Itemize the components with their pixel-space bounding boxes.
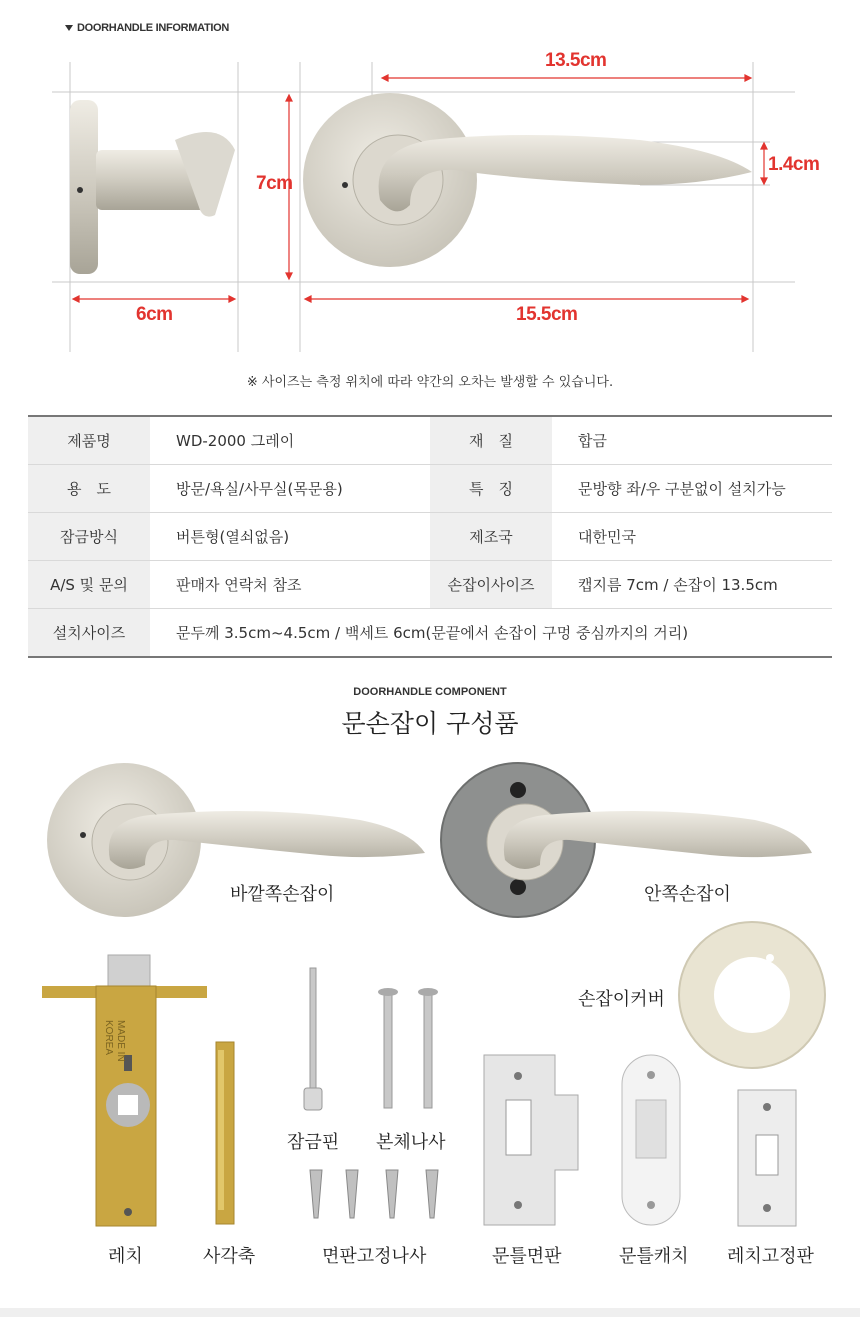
latch-stamp: MADE IN xyxy=(115,1020,126,1062)
spec-value: WD-2000 그레이 xyxy=(150,416,430,465)
spec-key: A/S 및 문의 xyxy=(28,561,150,609)
side-view-handle xyxy=(70,100,235,274)
spec-value: 문방향 좌/우 구분없이 설치가능 xyxy=(552,465,832,513)
label-inner-handle: 안쪽손잡이 xyxy=(644,884,731,905)
label-latch-plate: 레치고정판 xyxy=(727,1246,814,1267)
table-row xyxy=(28,416,832,465)
label-latch: 레치 xyxy=(108,1246,143,1267)
spec-value: 캡지름 7cm / 손잡이 13.5cm xyxy=(552,561,832,609)
lockpin-image xyxy=(304,968,322,1110)
handle-cover-image xyxy=(679,922,825,1068)
component-illustrations xyxy=(0,750,860,1250)
spindle-image xyxy=(216,1042,234,1224)
spec-value: 대한민국 xyxy=(552,513,832,561)
label-outer-handle: 바깥쪽손잡이 xyxy=(230,884,335,905)
label-handle-cover: 손잡이커버 xyxy=(578,989,665,1010)
label-door-catch: 문틀캐치 xyxy=(619,1246,689,1267)
dim-rose-height: 7cm xyxy=(256,173,293,194)
label-face-screw: 면판고정나사 xyxy=(322,1246,427,1267)
inner-handle-image xyxy=(441,763,812,917)
table-row xyxy=(28,609,832,658)
spec-value: 판매자 연락처 참조 xyxy=(150,561,430,609)
spec-value: 합금 xyxy=(552,416,832,465)
spec-key: 설치사이즈 xyxy=(28,609,150,658)
spec-key: 용 도 xyxy=(28,465,150,513)
triangle-icon xyxy=(65,25,73,31)
dimension-drawing xyxy=(0,40,860,360)
latch-image xyxy=(42,955,207,1226)
info-header: DOORHANDLE INFORMATION xyxy=(65,22,229,34)
latch-stamp: KOREA xyxy=(103,1020,114,1056)
spec-key: 재 질 xyxy=(430,416,552,465)
label-strike-plate: 문틀면판 xyxy=(492,1246,562,1267)
face-screw-image xyxy=(310,1170,438,1218)
dim-lever-thickness: 1.4cm xyxy=(768,154,820,175)
spec-key: 제조국 xyxy=(430,513,552,561)
spec-key: 제품명 xyxy=(28,416,150,465)
front-view-handle xyxy=(303,93,752,267)
dim-handle-length: 13.5cm xyxy=(545,50,607,71)
spec-key: 잠금방식 xyxy=(28,513,150,561)
latch-plate-image xyxy=(738,1090,796,1226)
spec-key: 손잡이사이즈 xyxy=(430,561,552,609)
label-spindle: 사각축 xyxy=(203,1246,256,1267)
component-header-en: DOORHANDLE COMPONENT xyxy=(353,686,507,698)
size-note: ※ 사이즈는 측정 위치에 따라 약간의 오차는 발생할 수 있습니다. xyxy=(246,375,614,390)
label-body-screw: 본체나사 xyxy=(376,1132,446,1153)
table-row xyxy=(28,465,832,513)
spec-value: 문두께 3.5cm~4.5cm / 백세트 6cm(문끝에서 손잡이 구멍 중심까지의 거리) xyxy=(150,609,832,658)
dim-overall-length: 15.5cm xyxy=(516,304,578,325)
label-lockpin: 잠금핀 xyxy=(287,1132,340,1153)
spec-table xyxy=(28,415,832,658)
body-screw-image xyxy=(378,988,438,1108)
spec-value: 방문/욕실/사무실(목문용) xyxy=(150,465,430,513)
component-header-ko: 문손잡이 구성품 xyxy=(341,709,519,738)
spec-key: 특 징 xyxy=(430,465,552,513)
dim-projection: 6cm xyxy=(136,304,173,325)
spec-value: 버튼형(열쇠없음) xyxy=(150,513,430,561)
table-row xyxy=(28,561,832,609)
strike-plate-image xyxy=(484,1055,578,1225)
table-row xyxy=(28,513,832,561)
door-catch-image xyxy=(622,1055,680,1225)
